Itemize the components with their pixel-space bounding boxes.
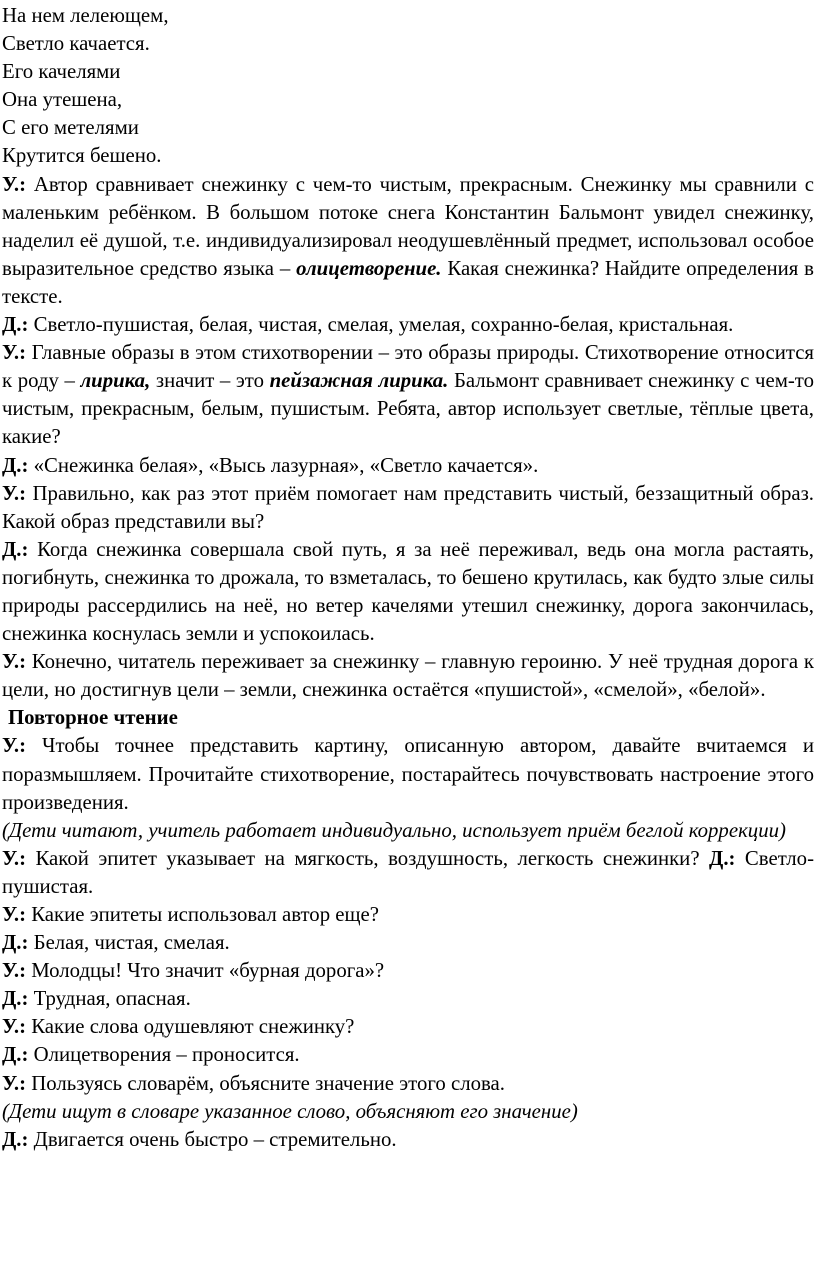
speaker-label: Д.: — [2, 987, 29, 1011]
speaker-label: Д.: — [2, 1043, 29, 1067]
poem-line: С его метелями — [2, 116, 139, 140]
paragraph-text: Правильно, как раз этот приём помогает нам представить чистый, беззащитный образ. Какой образ представили вы? — [2, 481, 814, 533]
term-emphasis: пейзажная лирика. — [269, 369, 449, 393]
dialogue-paragraph — [2, 1013, 814, 1041]
dialogue-paragraph — [2, 171, 814, 311]
speaker-label: У.: — [2, 1071, 26, 1095]
paragraph-text: Двигается очень быстро – стремительно. — [28, 1127, 397, 1151]
poem-line: Светло качается. — [2, 32, 150, 56]
dialogue-paragraph — [2, 648, 814, 704]
paragraph-text: Какие эпитеты использовал автор еще? — [26, 903, 380, 926]
dialogue-section-rereading — [2, 732, 814, 1153]
dialogue-paragraph — [2, 1041, 814, 1069]
speaker-label: У.: — [2, 1015, 26, 1039]
speaker-label: У.: — [2, 734, 26, 758]
paragraph-text: Чтобы точнее представить картину, описанную автором, давайте вчитаемся и поразмышляем. Прочитайте стихотворение, постарайтесь почувствовать настроение этого произведения. — [2, 734, 814, 814]
speaker-label: Д.: — [2, 453, 29, 477]
dialogue-paragraph — [2, 1070, 814, 1098]
paragraph-text: Олицетворения – проносится. — [28, 1043, 300, 1067]
paragraph-text: Какие слова одушевляют снежинку? — [26, 1015, 355, 1039]
dialogue-paragraph — [2, 452, 814, 480]
stage-direction — [2, 817, 814, 845]
paragraph-text: Пользуясь словарём, объясните значение этого слова. — [26, 1071, 505, 1095]
speaker-label: Д.: — [2, 931, 29, 955]
speaker-label: У.: — [2, 846, 26, 870]
poem-line: Крутится бешено. — [2, 144, 162, 168]
dialogue-section-analysis — [2, 171, 814, 705]
paragraph-text: значит – это — [150, 369, 270, 393]
dialogue-paragraph — [2, 339, 814, 451]
paragraph-text: Какая снежинка? Найдите определения в тексте. — [2, 256, 814, 308]
speaker-label: У.: — [2, 341, 26, 365]
speaker-label: Д.: — [709, 846, 736, 870]
paragraph-text: Трудная, опасная. — [28, 987, 191, 1011]
section-heading: Повторное чтение — [8, 706, 178, 730]
dialogue-paragraph — [2, 957, 814, 985]
dialogue-paragraph — [2, 311, 814, 339]
speaker-label: Д.: — [2, 1127, 29, 1151]
dialogue-paragraph — [2, 985, 814, 1013]
paragraph-text: Светло-пушистая, белая, чистая, смелая, умелая, сохранно-белая, кристальная. — [28, 313, 734, 337]
paragraph-text: Светло-пушистая. — [2, 846, 814, 898]
poem-excerpt — [2, 2, 814, 171]
speaker-label: У.: — [2, 650, 26, 674]
term-emphasis: лирика, — [80, 369, 151, 393]
dialogue-paragraph — [2, 536, 814, 648]
poem-line: Его качелями — [2, 60, 121, 84]
poem-line: Она утешена, — [2, 88, 123, 112]
speaker-label: Д.: — [2, 537, 29, 561]
paragraph-text: Молодцы! Что значит «бурная дорога»? — [26, 959, 385, 983]
paragraph-text: Когда снежинка совершала свой путь, я за неё переживал, ведь она могла растаять, погибнуть, снежинка то дрожала, то взметалась, то бешено крутилась, как будто злые силы природы рассердились на неё, но ветер качелями утешил снежинку, дорога закончилась, снежинка коснулась земли и успокоилась. — [2, 537, 814, 646]
italic-note: (Дети читают, учитель работает индивидуально, использует приём беглой коррекции) — [2, 818, 786, 842]
dialogue-paragraph — [2, 929, 814, 957]
dialogue-paragraph — [2, 1126, 814, 1154]
dialogue-paragraph — [2, 901, 814, 929]
dialogue-paragraph — [2, 732, 814, 816]
dialogue-paragraph — [2, 480, 814, 536]
paragraph-text: «Снежинка белая», «Высь лазурная», «Светло качается». — [28, 453, 539, 477]
paragraph-text: Бальмонт сравнивает снежинку с чем-то чистым, прекрасным, белым, пушистым. Ребята, автор использует светлые, тёплые цвета, какие? — [2, 369, 814, 449]
italic-note: (Дети ищут в словаре указанное слово, объясняют его значение) — [2, 1099, 578, 1123]
paragraph-text: Какой эпитет указывает на мягкость, воздушность, легкость снежинки? — [26, 846, 710, 870]
paragraph-text: Главные образы в этом стихотворении – это образы природы. Стихотворение относится к роду – — [2, 341, 814, 393]
term-emphasis: олицетворение. — [296, 256, 442, 280]
paragraph-text: Белая, чистая, смелая. — [28, 931, 230, 955]
dialogue-paragraph — [2, 845, 814, 901]
paragraph-text: Автор сравнивает снежинку с чем-то чистым, прекрасным. Снежинку мы сравнили с маленьким ребёнком. В большом потоке снега Константин Бальмонт увидел снежинку, наделил её душой, т.е. индивидуализировал неодушевлённый предмет, использовал особое выразительное средство языка – — [2, 172, 814, 280]
speaker-label: У.: — [2, 172, 26, 196]
speaker-label: У.: — [2, 959, 26, 983]
poem-line: На нем лелеющем, — [2, 4, 169, 27]
stage-direction — [2, 1098, 814, 1126]
speaker-label: У.: — [2, 903, 26, 926]
speaker-label: Д.: — [2, 313, 29, 337]
paragraph-text: Конечно, читатель переживает за снежинку – главную героиню. У неё трудная дорога к цели, но достигнув цели – земли, снежинка остаётся «пушистой», «смелой», «белой». — [2, 650, 814, 702]
speaker-label: У.: — [2, 481, 26, 505]
